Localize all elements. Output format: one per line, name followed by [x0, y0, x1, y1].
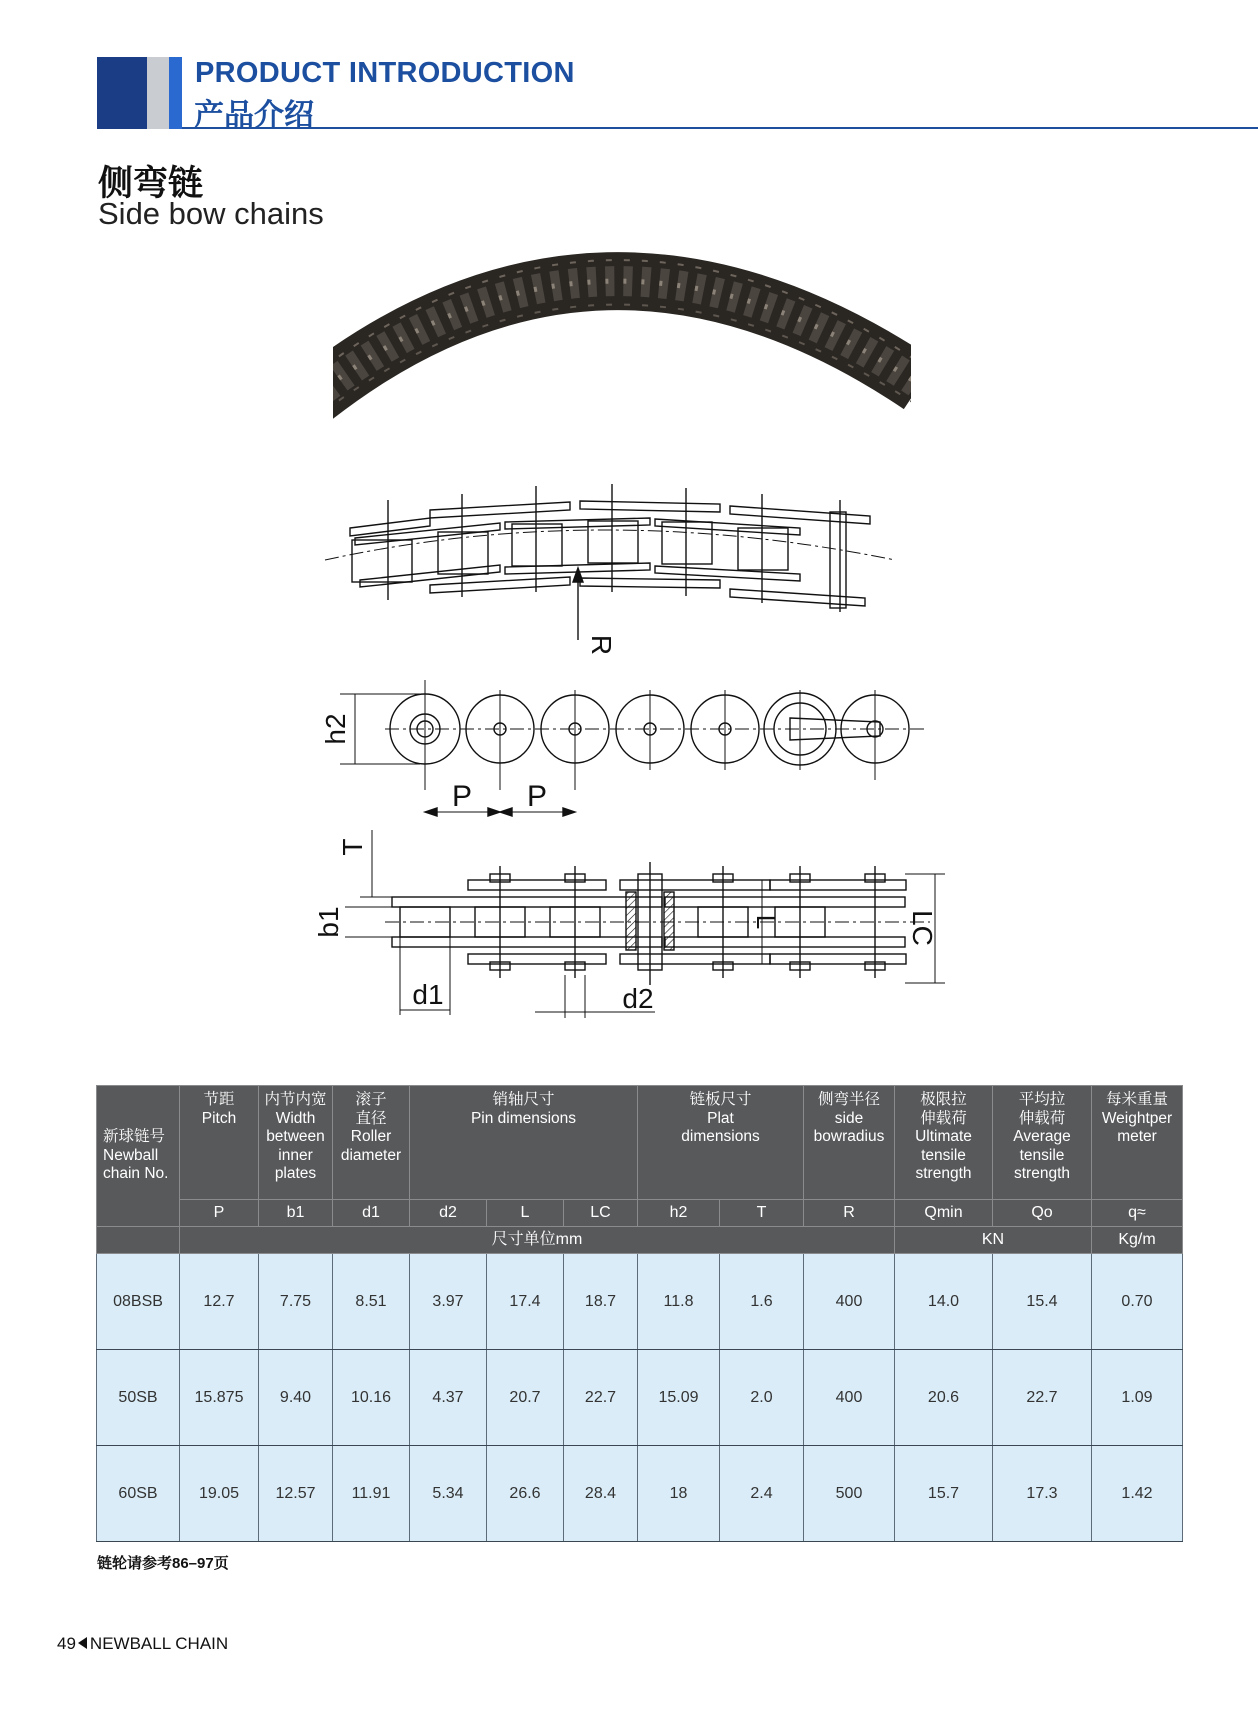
label-d2: d2: [622, 983, 654, 1014]
sym-T: T: [720, 1200, 804, 1227]
header-row-titles: [97, 1086, 1183, 1200]
cell-chain-no: 50SB: [97, 1350, 180, 1446]
sym-q: q≈: [1092, 1200, 1183, 1227]
table-cell: 12.57: [259, 1446, 333, 1542]
label-R: R: [586, 634, 617, 656]
hdr-avg-en2: tensile: [1019, 1146, 1065, 1164]
sym-L: L: [487, 1200, 564, 1227]
hdr-avg-cn2: 伸载荷: [1018, 1109, 1066, 1127]
hdr-ult-cn2: 伸载荷: [920, 1109, 967, 1127]
hdr-width-en2: between: [266, 1128, 325, 1145]
table-cell: 400: [804, 1254, 895, 1350]
hdr-width-cn: 内节内宽: [264, 1091, 327, 1108]
table-cell: 11.91: [333, 1446, 410, 1542]
page-footer: [57, 1634, 228, 1654]
table-cell: 5.34: [410, 1446, 487, 1542]
hdr-avg-en3: strength: [1013, 1165, 1070, 1182]
unit-mm: 尺寸单位mm: [180, 1227, 895, 1254]
sym-Qmin: Qmin: [895, 1200, 993, 1227]
hdr-plat-en1: Plat: [707, 1109, 734, 1127]
table-row: [97, 1446, 1183, 1542]
table-cell: 18.7: [564, 1254, 638, 1350]
table-cell: 20.6: [895, 1350, 993, 1446]
table-cell: 1.6: [720, 1254, 804, 1350]
sym-d1: d1: [333, 1200, 410, 1227]
table-cell: 1.09: [1092, 1350, 1183, 1446]
header-row-units: [97, 1227, 1183, 1254]
col-chain-no: [97, 1086, 180, 1227]
footnote: 链轮请参考86–97页: [97, 1555, 229, 1572]
cell-chain-no: 08BSB: [97, 1254, 180, 1350]
label-d1: d1: [412, 979, 444, 1010]
table-cell: 2.4: [720, 1446, 804, 1542]
table-cell: 22.7: [564, 1350, 638, 1446]
table-cell: 19.05: [180, 1446, 259, 1542]
hdr-roller-cn1: 滚子: [355, 1091, 387, 1108]
label-LC: LC: [907, 910, 938, 946]
hdr-pin-cn: 销轴尺寸: [492, 1091, 555, 1108]
sym-d2: d2: [410, 1200, 487, 1227]
sym-R: R: [804, 1200, 895, 1227]
label-P-2: P: [526, 780, 548, 813]
hdr-width-en3: inner: [278, 1146, 313, 1164]
table-row: [97, 1254, 1183, 1350]
hdr-roller-en1: Roller: [350, 1128, 392, 1145]
label-b1: b1: [313, 906, 344, 938]
table-cell: 20.7: [487, 1350, 564, 1446]
table-cell: 9.40: [259, 1350, 333, 1446]
table-cell: 22.7: [993, 1350, 1092, 1446]
sym-LC: LC: [564, 1200, 638, 1227]
hdr-roller-en2: diameter: [340, 1146, 402, 1164]
sym-h2: h2: [638, 1200, 720, 1227]
hdr-ult-en1: Ultimate: [915, 1128, 972, 1145]
hdr-pin-en: Pin dimensions: [470, 1109, 577, 1127]
hdr-plat-cn: 链板尺寸: [689, 1091, 752, 1108]
hdr-avg-cn1: 平均拉: [1018, 1091, 1066, 1108]
table-cell: 15.7: [895, 1446, 993, 1542]
hdr-weight-en1: Weightper: [1101, 1109, 1173, 1127]
table-cell: 1.42: [1092, 1446, 1183, 1542]
label-T: T: [337, 838, 368, 856]
hdr-chain-no-en1: Newball: [103, 1146, 159, 1164]
table-cell: 17.3: [993, 1446, 1092, 1542]
table-row: [97, 1350, 1183, 1446]
col-pin: [410, 1086, 638, 1200]
table-cell: 2.0: [720, 1350, 804, 1446]
cell-chain-no: 60SB: [97, 1446, 180, 1542]
side-view-drawing: [340, 680, 925, 816]
table-cell: 15.09: [638, 1350, 720, 1446]
table-cell: 8.51: [333, 1254, 410, 1350]
table-cell: 15.4: [993, 1254, 1092, 1350]
col-weight: [1092, 1086, 1183, 1200]
hdr-ult-cn1: 极限拉: [920, 1091, 967, 1108]
col-side: [804, 1086, 895, 1200]
header-title-cn: 产品介绍: [194, 99, 314, 132]
hdr-weight-cn: 每米重量: [1105, 1091, 1168, 1108]
unit-kn: KN: [895, 1227, 1092, 1254]
label-h2: h2: [320, 713, 351, 745]
hdr-width-en4: plates: [274, 1165, 317, 1182]
col-pitch: [180, 1086, 259, 1200]
arrow-left-icon: [78, 1637, 87, 1649]
section-title-en: Side bow chains: [98, 196, 324, 231]
table-cell: 3.97: [410, 1254, 487, 1350]
sym-P: P: [180, 1200, 259, 1227]
top-view-drawing: [325, 484, 895, 640]
table-cell: 11.8: [638, 1254, 720, 1350]
label-P-1: P: [451, 780, 473, 813]
hdr-ult-en2: tensile: [921, 1146, 966, 1164]
table-cell: 14.0: [895, 1254, 993, 1350]
spec-table-body: [97, 1254, 1183, 1542]
section-title-cn: 侧弯链: [98, 164, 204, 203]
hdr-side-en2: bowradius: [813, 1128, 885, 1145]
hdr-ult-en3: strength: [915, 1165, 972, 1182]
table-cell: 28.4: [564, 1446, 638, 1542]
unit-blank: [97, 1227, 180, 1254]
hdr-pitch-en: Pitch: [201, 1109, 237, 1127]
sym-Qo: Qo: [993, 1200, 1092, 1227]
table-cell: 26.6: [487, 1446, 564, 1542]
hdr-chain-no-cn: 新球链号: [103, 1128, 166, 1146]
unit-kgm: Kg/m: [1092, 1227, 1183, 1254]
table-cell: 10.16: [333, 1350, 410, 1446]
col-width: [259, 1086, 333, 1200]
table-cell: 4.37: [410, 1350, 487, 1446]
header-row-symbols: [97, 1200, 1183, 1227]
hdr-roller-cn2: 直径: [355, 1109, 387, 1127]
table-cell: 18: [638, 1446, 720, 1542]
hdr-width-en1: Width: [275, 1109, 316, 1127]
hdr-side-cn: 侧弯半径: [817, 1091, 880, 1108]
hdr-avg-en1: Average: [1013, 1128, 1071, 1145]
col-ultimate: [895, 1086, 993, 1200]
footer-brand: NEWBALL CHAIN: [89, 1634, 229, 1653]
hdr-side-en1: side: [834, 1109, 864, 1127]
page-number: 49: [57, 1634, 76, 1653]
col-average: [993, 1086, 1092, 1200]
spec-table: [96, 1085, 1183, 1542]
hdr-chain-no-en2: chain No.: [103, 1165, 169, 1183]
header-title-en: PRODUCT INTRODUCTION: [195, 57, 575, 89]
table-cell: 12.7: [180, 1254, 259, 1350]
col-roller: [333, 1086, 410, 1200]
hdr-pitch-cn: 节距: [203, 1091, 235, 1108]
chain-photo: [310, 260, 920, 422]
sym-b1: b1: [259, 1200, 333, 1227]
table-cell: 17.4: [487, 1254, 564, 1350]
table-cell: 7.75: [259, 1254, 333, 1350]
table-cell: 400: [804, 1350, 895, 1446]
table-cell: 500: [804, 1446, 895, 1542]
label-L: L: [751, 914, 781, 930]
hdr-plat-en2: dimensions: [681, 1128, 760, 1145]
table-cell: 0.70: [1092, 1254, 1183, 1350]
table-cell: 15.875: [180, 1350, 259, 1446]
col-plat: [638, 1086, 804, 1200]
hdr-weight-en2: meter: [1117, 1128, 1157, 1145]
